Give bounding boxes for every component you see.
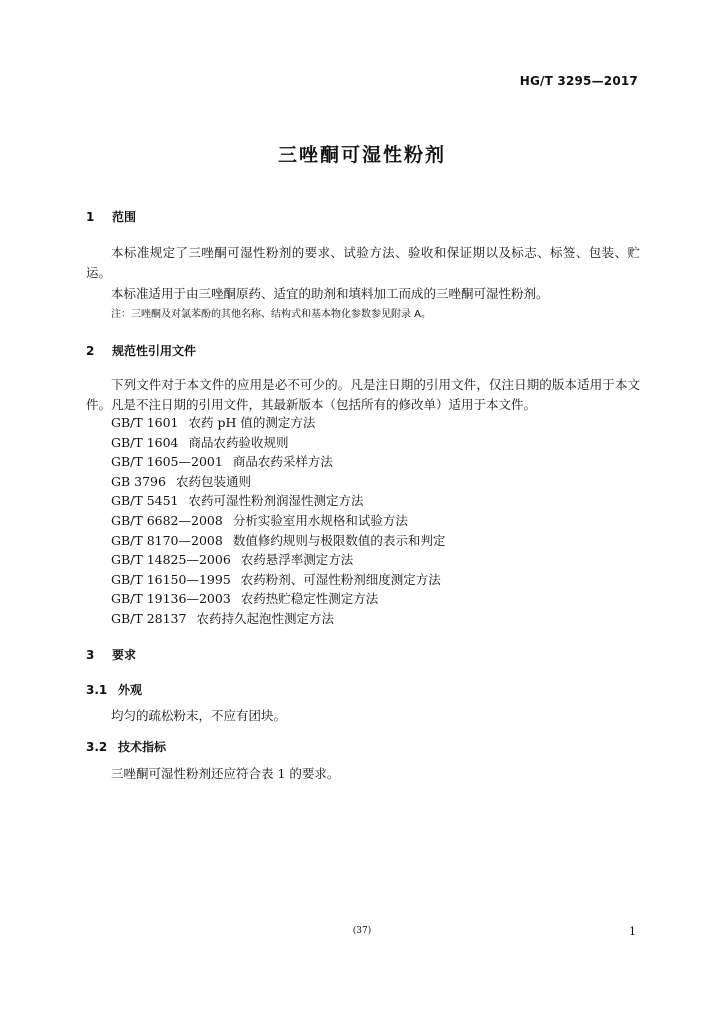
reference-code: GB/T 28137	[111, 610, 187, 626]
reference-item	[111, 413, 445, 433]
reference-code: GB/T 1601	[111, 415, 179, 430]
reference-title: 农药热贮稳定性测定方法	[240, 591, 379, 607]
reference-code: GB/T 1605—2001	[111, 454, 223, 470]
subsection-title: 外观	[118, 683, 143, 697]
page-number: 1	[629, 925, 636, 938]
reference-title: 农药粉剂、可湿性粉剂细度测定方法	[240, 571, 441, 587]
subsection-3-1-heading	[86, 681, 142, 698]
reference-code: GB/T 19136—2003	[111, 591, 231, 607]
standard-code: HG/T 3295—2017	[519, 74, 638, 88]
section-1-note: 注：三唑酮及对氯苯酚的其他名称、结构式和基本物化参数参见附录 A。	[111, 309, 432, 320]
reference-code: GB/T 6682—2008	[111, 512, 223, 528]
reference-code: GB/T 16150—1995	[111, 571, 231, 587]
subsection-3-2-heading	[86, 738, 166, 755]
reference-title: 农药可湿性粉剂润湿性测定方法	[188, 493, 364, 509]
reference-code: GB/T 14825—2006	[111, 552, 231, 568]
reference-code: GB/T 8170—2008	[111, 532, 223, 548]
reference-item	[111, 511, 445, 531]
reference-code: GB 3796	[111, 473, 166, 489]
reference-title: 商品农药采样方法	[232, 454, 333, 470]
normative-references-list	[111, 413, 445, 629]
section-2-heading	[86, 342, 196, 359]
reference-code: GB/T 1604	[111, 434, 179, 450]
section-number: 2	[86, 344, 95, 358]
reference-item	[111, 570, 445, 590]
reference-title: 农药持久起泡性测定方法	[196, 610, 334, 626]
document-title: 三唑酮可湿性粉剂	[277, 144, 446, 166]
section-1-paragraph-2: 本标准适用于由三唑酮原药、适宜的助剂和填料加工而成的三唑酮可湿性粉剂。	[111, 286, 549, 301]
reference-item	[111, 531, 445, 551]
reference-item	[111, 491, 445, 511]
reference-item	[111, 433, 445, 453]
reference-item	[111, 452, 445, 472]
section-number: 3	[86, 648, 95, 662]
reference-title: 农药包装通则	[175, 473, 251, 489]
footer-center-mark: (37)	[352, 926, 372, 936]
subsection-number: 3.1	[86, 683, 108, 697]
reference-title: 数值修约规则与极限数值的表示和判定	[232, 532, 446, 548]
subsection-number: 3.2	[86, 740, 108, 754]
section-1-heading	[86, 208, 136, 225]
reference-item	[111, 550, 445, 570]
reference-title: 分析实验室用水规格和试验方法	[232, 512, 408, 528]
subsection-title: 技术指标	[118, 740, 167, 754]
section-title: 范围	[112, 210, 137, 224]
section-title: 规范性引用文件	[112, 344, 197, 358]
reference-title: 农药 pH 值的测定方法	[188, 415, 316, 430]
reference-title: 商品农药验收规则	[188, 434, 289, 450]
subsection-3-2-text: 三唑酮可湿性粉剂还应符合表 1 的要求。	[111, 766, 340, 781]
section-title: 要求	[112, 648, 137, 662]
reference-title: 农药悬浮率测定方法	[240, 552, 354, 568]
subsection-3-1-text: 均匀的疏松粉末，不应有团块。	[111, 708, 287, 723]
reference-code: GB/T 5451	[111, 493, 179, 509]
section-2-intro: 下列文件对于本文件的应用是必不可少的。凡是注日期的引用文件，仅注日期的版本适用于本文件。凡是不注日期的引用文件，其最新版本（包括所有的修改单）适用于本文件。	[86, 377, 640, 412]
section-number: 1	[86, 210, 95, 224]
reference-item	[111, 589, 445, 609]
section-3-heading	[86, 646, 136, 663]
reference-item	[111, 609, 445, 629]
section-1-paragraph-1: 本标准规定了三唑酮可湿性粉剂的要求、试验方法、验收和保证期以及标志、标签、包装、贮运。	[86, 245, 640, 280]
reference-item	[111, 472, 445, 492]
